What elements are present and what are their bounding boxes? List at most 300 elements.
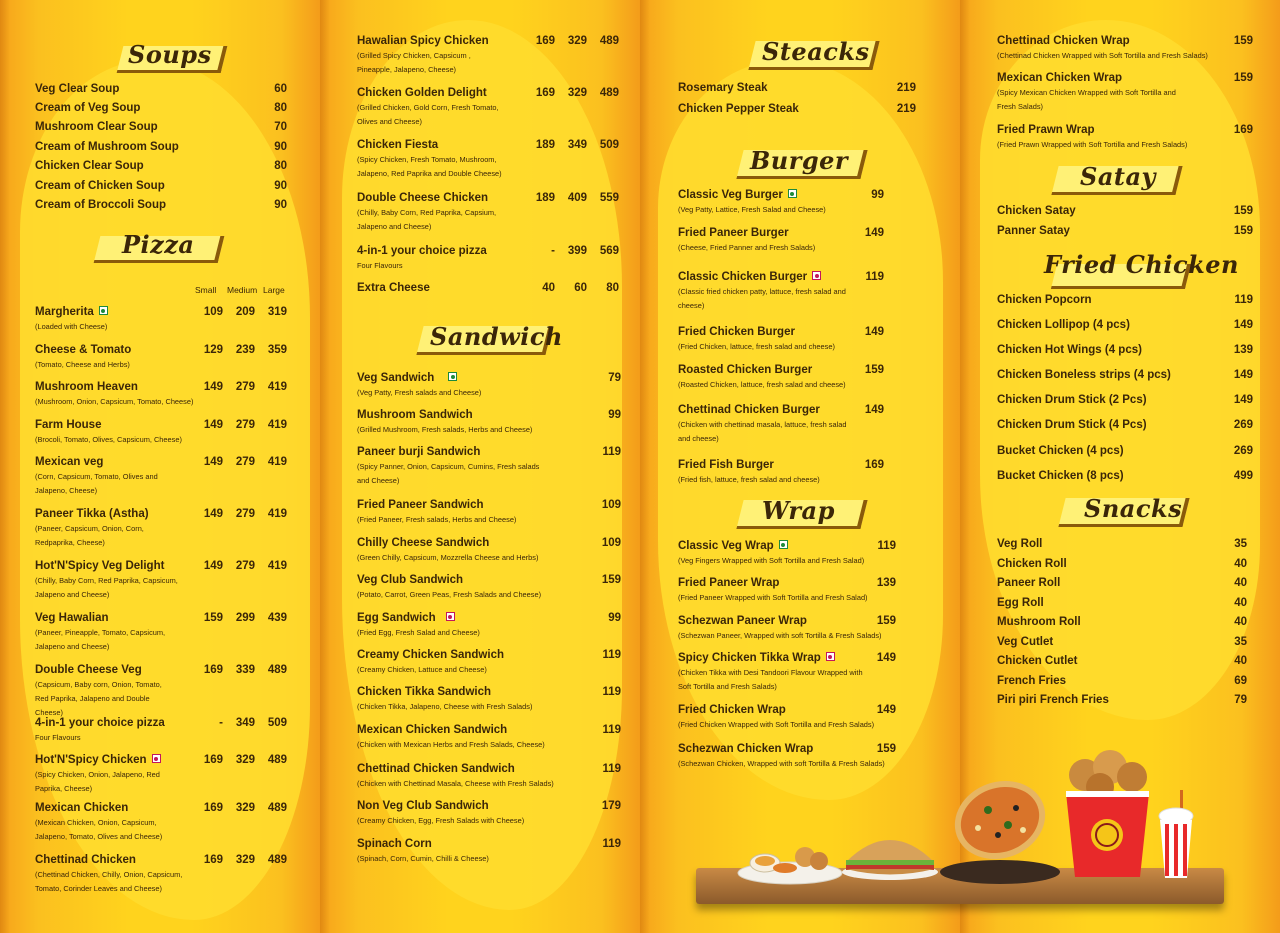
list-item: [678, 459, 918, 487]
list-item: [35, 141, 287, 153]
item-price: 159: [1233, 35, 1253, 47]
non-veg-icon: [826, 652, 835, 661]
item-name: Mushroom Clear Soup: [35, 121, 158, 133]
item-price: 179: [601, 800, 621, 812]
non-veg-icon: [446, 612, 455, 621]
item-price: 40: [1234, 558, 1247, 570]
list-item: [35, 612, 285, 654]
item-desc: (Green Chilly, Capsicum, Mozzrella Cheese and Herbs): [357, 553, 539, 562]
item-price: 70: [274, 121, 287, 133]
list-item: [357, 800, 621, 828]
list-item: [357, 724, 621, 752]
size-header-medium: Medium: [227, 285, 258, 295]
fried-chicken-heading: Fried Chicken: [1044, 250, 1239, 279]
list-item: [678, 103, 918, 115]
list-item: [35, 306, 285, 334]
item-desc: (Grilled Spicy Chicken, Capsicum , Pineapple, Jalapeno, Cheese): [357, 51, 471, 74]
item-name: Hot'N'Spicy Veg Delight: [35, 560, 165, 572]
price-large: 419: [267, 381, 287, 393]
price-large: 419: [267, 419, 287, 431]
price-small: -: [219, 717, 223, 729]
chicken-bucket-image: [1060, 745, 1155, 885]
item-price: 169: [864, 459, 884, 471]
item-price: 219: [896, 82, 916, 94]
item-name: Chicken Roll: [997, 558, 1067, 570]
price-small: 169: [203, 802, 223, 814]
veg-icon: [99, 306, 108, 315]
list-item: [678, 615, 918, 643]
item-name: Hot'N'Spicy Chicken: [35, 754, 147, 766]
item-price: 139: [1233, 344, 1253, 356]
item-name: Creamy Chicken Sandwich: [357, 649, 504, 661]
price-medium: 239: [235, 344, 255, 356]
item-price: 139: [876, 577, 896, 589]
item-desc: (Creamy Chicken, Egg, Fresh Salads with Cheese): [357, 816, 525, 825]
item-name: Cream of Mushroom Soup: [35, 141, 179, 153]
list-item: [997, 72, 1253, 114]
list-item: [997, 597, 1247, 609]
list-item: [357, 372, 621, 400]
item-price: 149: [876, 652, 896, 664]
list-item: [357, 282, 619, 294]
price-small: 109: [203, 306, 223, 318]
list-item: [35, 344, 285, 372]
non-veg-icon: [152, 754, 161, 763]
steaks-heading: Steacks: [762, 37, 870, 66]
price-small: -: [551, 245, 555, 257]
item-price: 159: [864, 364, 884, 376]
item-desc: (Chicken with Mexican Herbs and Fresh Salads, Cheese): [357, 740, 545, 749]
item-name: Paneer burji Sandwich: [357, 446, 481, 458]
item-name: Chicken Pepper Steak: [678, 103, 799, 115]
menu-panel-1: [0, 0, 320, 933]
item-name: Classic Chicken Burger: [678, 271, 808, 283]
item-price: 119: [602, 649, 621, 661]
list-item: [678, 326, 918, 354]
item-name: Chicken Drum Stick (4 Pcs): [997, 419, 1147, 431]
item-name: Veg Clear Soup: [35, 83, 120, 95]
item-price: 90: [274, 141, 287, 153]
item-price: 159: [876, 743, 896, 755]
list-item: [678, 404, 918, 446]
price-medium: 329: [235, 754, 255, 766]
veg-icon: [448, 372, 457, 381]
menu-panel-2: [320, 0, 640, 933]
item-name: Double Cheese Chicken: [357, 192, 489, 204]
list-item: [997, 419, 1253, 431]
item-desc: (Schezwan Chicken, Wrapped with soft Tortilla & Fresh Salads): [678, 759, 885, 768]
item-desc: (Chilly, Baby Corn, Red Paprika, Capsicum, Jalapeno and Cheese): [35, 576, 178, 599]
sandwich-heading: Sandwich: [430, 322, 563, 351]
item-price: 35: [1234, 538, 1247, 550]
list-item: [997, 675, 1247, 687]
price-large: 559: [599, 192, 619, 204]
list-item: [678, 271, 918, 313]
item-desc: Four Flavours: [357, 261, 403, 270]
item-price: 159: [876, 615, 896, 627]
item-price: 40: [1234, 616, 1247, 628]
item-price: 119: [602, 446, 621, 458]
item-price: 269: [1233, 445, 1253, 457]
item-desc: (Creamy Chicken, Lattuce and Cheese): [357, 665, 487, 674]
list-item: [357, 537, 621, 565]
item-price: 40: [1234, 577, 1247, 589]
item-desc: (Fried Egg, Fresh Salad and Cheese): [357, 628, 480, 637]
item-desc: (Chettinad Chicken, Chilly, Onion, Capsicum, Tomato, Corinder Leaves and Cheese): [35, 870, 183, 893]
item-name: Chettinad Chicken Wrap: [997, 35, 1130, 47]
item-desc: (Fried Chicken Wrapped with Soft Tortilla and Fresh Salads): [678, 720, 875, 729]
item-desc: (Chilly, Baby Corn, Red Paprika, Capsium, Jalapeno and Cheese): [357, 208, 497, 231]
list-item: [678, 364, 918, 392]
non-veg-icon: [812, 271, 821, 280]
price-large: 419: [267, 508, 287, 520]
snacks-heading: Snacks: [1084, 494, 1182, 523]
item-name: Classic Veg Burger: [678, 189, 783, 201]
item-desc: (Roasted Chicken, lattuce, fresh salad and cheese): [678, 380, 846, 389]
item-name: Panner Satay: [997, 225, 1070, 237]
item-desc: (Paneer, Capsicum, Onion, Corn, Redpaprika, Cheese): [35, 524, 144, 547]
item-desc: (Brocoli, Tomato, Olives, Capsicum, Cheese): [35, 435, 182, 444]
item-price: 149: [1233, 394, 1253, 406]
item-name: 4-in-1 your choice pizza: [357, 245, 487, 257]
item-name: Classic Veg Wrap: [678, 540, 774, 552]
item-price: 159: [1233, 72, 1253, 84]
list-item: [997, 394, 1253, 406]
item-name: Paneer Tikka (Astha): [35, 508, 149, 520]
item-name: Chilly Cheese Sandwich: [357, 537, 490, 549]
soups-heading: Soups: [128, 40, 212, 69]
item-name: Piri piri French Fries: [997, 694, 1109, 706]
list-item: [997, 35, 1253, 63]
price-large: 569: [599, 245, 619, 257]
price-medium: 329: [567, 87, 587, 99]
price-large: 489: [267, 802, 287, 814]
item-name: Chicken Lollipop (4 pcs): [997, 319, 1130, 331]
item-desc: (Fried Chicken, lattuce, fresh salad and cheese): [678, 342, 835, 351]
wrap-heading: Wrap: [762, 496, 835, 525]
item-price: 269: [1233, 419, 1253, 431]
item-desc: (Veg Patty, Fresh salads and Cheese): [357, 388, 482, 397]
price-medium: 399: [567, 245, 587, 257]
list-item: [357, 192, 619, 234]
list-item: [678, 577, 918, 605]
item-name: Roasted Chicken Burger: [678, 364, 813, 376]
burger-heading: Burger: [750, 146, 848, 175]
price-small: 129: [203, 344, 223, 356]
item-price: 80: [274, 102, 287, 114]
item-desc: (Classic fried chicken patty, lattuce, fresh salad and cheese): [678, 287, 846, 310]
item-name: Chettinad Chicken Sandwich: [357, 763, 515, 775]
price-medium: 339: [235, 664, 255, 676]
item-desc: (Capsicum, Baby corn, Onion, Tomato, Red Paprika, Jalapeno and Double Cheese): [35, 680, 162, 717]
item-price: 99: [871, 189, 884, 201]
item-price: 119: [877, 540, 896, 552]
item-name: Cream of Chicken Soup: [35, 180, 165, 192]
item-name: Schezwan Chicken Wrap: [678, 743, 814, 755]
price-small: 189: [535, 192, 555, 204]
list-item: [35, 717, 285, 745]
list-item: [35, 802, 285, 844]
item-price: 119: [602, 763, 621, 775]
price-small: 40: [542, 282, 555, 294]
item-price: 69: [1234, 675, 1247, 687]
item-name: Extra Cheese: [357, 282, 430, 294]
item-price: 149: [864, 404, 884, 416]
item-name: Fried Chicken Burger: [678, 326, 795, 338]
price-medium: 329: [567, 35, 587, 47]
list-item: [357, 409, 621, 437]
list-item: [357, 446, 621, 488]
item-name: Paneer Roll: [997, 577, 1061, 589]
price-large: 489: [599, 87, 619, 99]
price-large: 489: [599, 35, 619, 47]
list-item: [35, 664, 285, 720]
list-item: [357, 574, 621, 602]
item-price: 79: [608, 372, 621, 384]
item-desc: (Chettinad Chicken Wrapped with Soft Tortilla and Fresh Salads): [997, 51, 1208, 60]
price-small: 149: [203, 419, 223, 431]
item-name: Spicy Chicken Tikka Wrap: [678, 652, 821, 664]
item-price: 35: [1234, 636, 1247, 648]
price-small: 159: [203, 612, 223, 624]
item-name: Chettinad Chicken Burger: [678, 404, 820, 416]
list-item: [357, 139, 619, 181]
item-name: Fried Prawn Wrap: [997, 124, 1095, 136]
item-desc: (Spicy Panner, Onion, Capsicum, Cumins, Fresh salads and Cheese): [357, 462, 540, 485]
item-desc: (Paneer, Pineapple, Tomato, Capsicum, Jalapeno and Cheese): [35, 628, 166, 651]
list-item: [997, 124, 1253, 152]
price-large: 509: [267, 717, 287, 729]
price-large: 319: [267, 306, 287, 318]
item-name: Spinach Corn: [357, 838, 432, 850]
item-desc: (Mexican Chicken, Onion, Capsicum, Jalapeno, Tomato, Olives and Cheese): [35, 818, 163, 841]
item-name: French Fries: [997, 675, 1067, 687]
list-item: [357, 245, 619, 273]
snack-plate-image: [735, 835, 845, 890]
item-desc: (Chicken with Chettinad Masala, Cheese with Fresh Salads): [357, 779, 554, 788]
price-large: 489: [267, 854, 287, 866]
item-name: Cheese & Tomato: [35, 344, 132, 356]
price-large: 419: [267, 560, 287, 572]
list-item: [678, 704, 918, 732]
price-medium: 279: [235, 456, 255, 468]
list-item: [35, 121, 287, 133]
item-name: Margherita: [35, 306, 94, 318]
item-price: 60: [274, 83, 287, 95]
item-name: 4-in-1 your choice pizza: [35, 717, 165, 729]
price-small: 169: [203, 664, 223, 676]
list-item: [35, 160, 287, 172]
item-name: Chicken Satay: [997, 205, 1076, 217]
list-item: [35, 419, 285, 447]
item-name: Fried Paneer Wrap: [678, 577, 780, 589]
item-price: 219: [896, 103, 916, 115]
list-item: [678, 227, 918, 255]
item-name: Veg Hawalian: [35, 612, 109, 624]
item-desc: Four Flavours: [35, 733, 81, 742]
item-name: Veg Roll: [997, 538, 1043, 550]
list-item: [357, 612, 621, 640]
item-name: Chicken Fiesta: [357, 139, 439, 151]
item-price: 149: [1233, 319, 1253, 331]
item-desc: (Fried fish, lattuce, fresh salad and cheese): [678, 475, 820, 484]
item-desc: (Potato, Carrot, Green Peas, Fresh Salads and Cheese): [357, 590, 542, 599]
price-large: 439: [267, 612, 287, 624]
item-desc: (Fried Prawn Wrapped with Soft Tortilla and Fresh Salads): [997, 140, 1188, 149]
item-name: Schezwan Paneer Wrap: [678, 615, 807, 627]
price-medium: 329: [235, 802, 255, 814]
price-medium: 279: [235, 419, 255, 431]
pizza-image: [938, 780, 1063, 890]
list-item: [35, 83, 287, 95]
item-price: 40: [1234, 597, 1247, 609]
item-name: Farm House: [35, 419, 102, 431]
item-price: 149: [864, 326, 884, 338]
item-name: Mushroom Heaven: [35, 381, 138, 393]
item-name: Fried Paneer Burger: [678, 227, 789, 239]
list-item: [678, 743, 918, 771]
price-large: 80: [606, 282, 619, 294]
price-medium: 279: [235, 381, 255, 393]
item-name: Mexican Chicken Wrap: [997, 72, 1123, 84]
list-item: [678, 652, 918, 694]
item-price: 149: [1233, 369, 1253, 381]
size-header-large: Large: [263, 285, 285, 295]
list-item: [357, 686, 621, 714]
item-desc: (Chicken with chettinad masala, lattuce, fresh salad and cheese): [678, 420, 847, 443]
list-item: [997, 225, 1253, 237]
item-desc: (Chicken Tikka with Desi Tandoori Flavour Wrapped with Soft Tortilla and Fresh Salads): [678, 668, 863, 691]
list-item: [997, 577, 1247, 589]
item-desc: (Cheese, Fried Panner and Fresh Salads): [678, 243, 816, 252]
price-large: 359: [267, 344, 287, 356]
item-price: 79: [1234, 694, 1247, 706]
item-desc: (Grilled Chicken, Gold Corn, Fresh Tomato, Olives and Cheese): [357, 103, 499, 126]
price-medium: 60: [574, 282, 587, 294]
list-item: [997, 558, 1247, 570]
item-name: Bucket Chicken (8 pcs): [997, 470, 1124, 482]
item-price: 159: [1233, 205, 1253, 217]
item-name: Cream of Broccoli Soup: [35, 199, 166, 211]
item-name: Non Veg Club Sandwich: [357, 800, 489, 812]
list-item: [357, 649, 621, 677]
price-large: 489: [267, 754, 287, 766]
item-desc: (Spinach, Corn, Cumin, Chilli & Cheese): [357, 854, 489, 863]
item-price: 99: [608, 612, 621, 624]
list-item: [997, 445, 1253, 457]
item-desc: (Grilled Mushroom, Fresh salads, Herbs and Cheese): [357, 425, 533, 434]
item-price: 119: [602, 838, 621, 850]
list-item: [997, 538, 1247, 550]
list-item: [997, 470, 1253, 482]
item-name: Hawalian Spicy Chicken: [357, 35, 489, 47]
list-item: [678, 540, 918, 568]
item-name: Mexican veg: [35, 456, 104, 468]
veg-icon: [788, 189, 797, 198]
list-item: [35, 381, 285, 409]
item-desc: (Loaded with Cheese): [35, 322, 108, 331]
item-name: Fried Paneer Sandwich: [357, 499, 484, 511]
price-small: 169: [535, 35, 555, 47]
item-name: Veg Club Sandwich: [357, 574, 464, 586]
list-item: [357, 763, 621, 791]
list-item: [35, 456, 285, 498]
item-price: 99: [608, 409, 621, 421]
price-large: 489: [267, 664, 287, 676]
item-desc: (Spicy Chicken, Fresh Tomato, Mushroom, Jalapeno, Red Paprika and Double Cheese): [357, 155, 502, 178]
list-item: [35, 854, 285, 896]
price-medium: 349: [235, 717, 255, 729]
item-price: 90: [274, 180, 287, 192]
satay-heading: Satay: [1080, 162, 1156, 191]
price-large: 419: [267, 456, 287, 468]
price-small: 169: [535, 87, 555, 99]
item-desc: (Veg Patty, Lattice, Fresh Salad and Cheese): [678, 205, 826, 214]
item-name: Mexican Chicken Sandwich: [357, 724, 508, 736]
price-small: 189: [535, 139, 555, 151]
price-medium: 279: [235, 560, 255, 572]
list-item: [357, 35, 619, 77]
list-item: [997, 636, 1247, 648]
item-price: 149: [864, 227, 884, 239]
list-item: [997, 616, 1247, 628]
item-name: Mexican Chicken: [35, 802, 129, 814]
item-name: Chicken Popcorn: [997, 294, 1092, 306]
price-large: 509: [599, 139, 619, 151]
list-item: [997, 694, 1247, 706]
item-price: 40: [1234, 655, 1247, 667]
item-desc: (Corn, Capsicum, Tomato, Olives and Jalapeno, Cheese): [35, 472, 158, 495]
list-item: [997, 344, 1253, 356]
item-name: Egg Roll: [997, 597, 1044, 609]
price-small: 169: [203, 754, 223, 766]
item-name: Chicken Boneless strips (4 pcs): [997, 369, 1171, 381]
list-item: [357, 838, 621, 866]
item-name: Chicken Tikka Sandwich: [357, 686, 492, 698]
item-name: Chicken Cutlet: [997, 655, 1078, 667]
item-name: Mushroom Roll: [997, 616, 1081, 628]
item-name: Chicken Drum Stick (2 Pcs): [997, 394, 1147, 406]
item-desc: (Fried Paneer Wrapped with Soft Tortilla and Fresh Salad): [678, 593, 868, 602]
price-small: 149: [203, 560, 223, 572]
list-item: [678, 189, 918, 217]
price-medium: 279: [235, 508, 255, 520]
price-small: 149: [203, 456, 223, 468]
list-item: [997, 205, 1253, 217]
item-desc: (Chicken Tikka, Jalapeno, Cheese with Fresh Salads): [357, 702, 533, 711]
list-item: [35, 560, 285, 602]
list-item: [357, 87, 619, 129]
price-medium: 329: [235, 854, 255, 866]
item-name: Chicken Clear Soup: [35, 160, 144, 172]
item-desc: (Tomato, Cheese and Herbs): [35, 360, 130, 369]
item-price: 80: [274, 160, 287, 172]
item-name: Chicken Hot Wings (4 pcs): [997, 344, 1142, 356]
item-price: 149: [876, 704, 896, 716]
item-price: 159: [601, 574, 621, 586]
veg-icon: [779, 540, 788, 549]
item-name: Fried Fish Burger: [678, 459, 774, 471]
list-item: [678, 82, 918, 94]
item-desc: (Spicy Chicken, Onion, Jalapeno, Red Paprika, Cheese): [35, 770, 160, 793]
price-small: 149: [203, 508, 223, 520]
list-item: [997, 319, 1253, 331]
item-name: Chicken Golden Delight: [357, 87, 487, 99]
item-price: 119: [602, 724, 621, 736]
item-name: Mushroom Sandwich: [357, 409, 473, 421]
list-item: [997, 294, 1253, 306]
item-price: 119: [602, 686, 621, 698]
